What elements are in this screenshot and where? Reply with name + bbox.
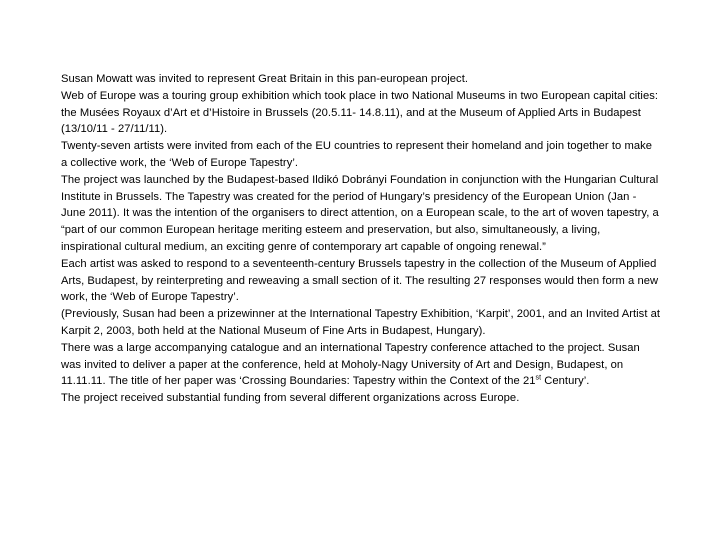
paragraph-response: Each artist was asked to respond to a seventeenth-century Brussels tapestry in the collection of the Museum of Applied Arts, Budapest, by reinterpreting and reweaving a small section of it. The resulting 27 responses would then form a new work, the ‘Web of Europe Tapestry’. bbox=[61, 257, 659, 304]
conference-text: There was a large accompanying catalogue and an international Tapestry conference attached to the project. Susan was invited to deliver a paper at the conference, held at Moholy-Nagy University of Art and Design, Budapest, on 11.11.11. The title of her paper was ‘Crossing Boundaries: Tapestry within the Context of the 21 bbox=[61, 341, 640, 388]
paragraph-exhibition: Web of Europe was a touring group exhibition which took place in two National Museums in two European capital cities: the Musées Royaux d’Art et d’Histoire in Brussels (20.5.11- 14.8.11), and at the Museum of Applied Arts in Budapest (13/10/11 - 27/11/11). bbox=[61, 89, 659, 136]
paragraph-previously: (Previously, Susan had been a prizewinner at the International Tapestry Exhibition, ‘Karpit’, 2001, and an Invited Artist at Karpit 2, 2003, both held at the National Museum of Fine Arts in Budapest, Hungary). bbox=[61, 308, 661, 337]
conference-tail: Century’. bbox=[541, 375, 590, 388]
ordinal-superscript: st bbox=[535, 374, 542, 382]
paragraph-funding: The project received substantial funding from several different organizations across Europe. bbox=[61, 392, 520, 405]
paragraph-conference bbox=[61, 340, 661, 390]
paragraph-launch: The project was launched by the Budapest-based Ildikó Dobrányi Foundation in conjunction with the Hungarian Cultural Institute in Brussels. The Tapestry was created for the period of Hungary’s presidency of the European Union (Jan - June 2011). It was the intention of the organisers to direct attention, on a European scale, to the art of woven tapestry, a “part of our common European heritage meriting esteem and preservation, but also, simultaneously, a living, inspirational cultural medium, an exciting genre of contemporary art capable of ongoing renewal.” bbox=[61, 173, 659, 253]
paragraph-intro: Susan Mowatt was invited to represent Great Britain in this pan-european project. bbox=[61, 73, 469, 85]
body-text bbox=[61, 71, 661, 407]
paragraph-artists: Twenty-seven artists were invited from each of the EU countries to represent their homeland and join together to make a collective work, the ‘Web of Europe Tapestry’. bbox=[61, 140, 653, 169]
